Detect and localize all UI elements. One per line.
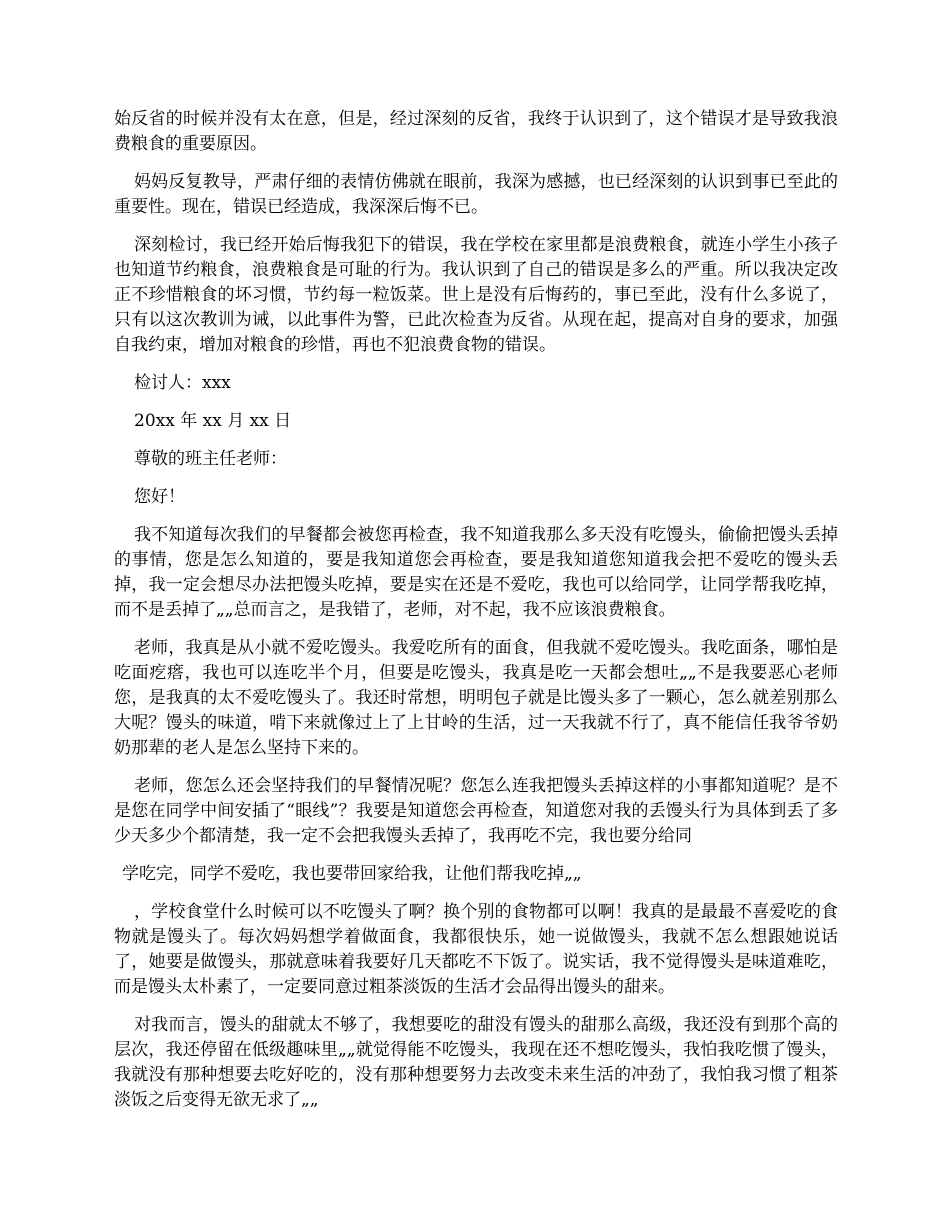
paragraph-12: ，学校食堂什么时候可以不吃馒头了啊？换个别的食物都可以啊！我真的是最最不喜爱吃的食物就是馒头了。每次妈妈想学着做面食，我都很快乐，她一说做馒头，我就不怎么想跟她说话了，她要是做馒头，那就意味着我要好几天都吃不下饭了。说实话，我不觉得馒头是味道难吃，而是馒头太朴素了，一定要同意过粗茶淡饭的生活才会品得出馒头的甜来。 <box>114 902 838 997</box>
signature-line: 检讨人：xxx <box>134 373 231 393</box>
greeting: 您好！ <box>134 487 185 507</box>
paragraph-9: 老师，我真是从小就不爱吃馒头。我爱吃所有的面食，但我就不爱吃馒头。我吃面条，哪怕是吃面疙瘩，我也可以连吃半个月，但要是吃馒头，我真是吃一天都会想吐„„不是我要恶心老师您，是我真的太不爱吃馒头了。我还时常想，明明包子就是比馒头多了一颗心，怎么就差别那么大呢？馒头的味道，啃下来就像过上了上甘岭的生活，过一天我就不行了，真不能信任我爷爷奶奶那辈的老人是怎么坚持下来的。 <box>114 638 838 758</box>
document-body <box>114 107 838 1126</box>
paragraph-1: 始反省的时候并没有太在意，但是，经过深刻的反省，我终于认识到了，这个错误才是导致我浪费粮食的重要原因。 <box>114 109 838 154</box>
paragraph-8: 我不知道每次我们的早餐都会被您再检查，我不知道我那么多天没有吃馒头，偷偷把馒头丢掉的事情，您是怎么知道的，要是我知道您会再检查，要是我知道您知道我会把不爱吃的馒头丢掉，我一定会想尽办法把馒头吃掉，要是实在还是不爱吃，我也可以给同学，让同学帮我吃掉，而不是丢掉了„„总而言之，是我错了，老师，对不起，我不应该浪费粮食。 <box>114 525 838 620</box>
paragraph-11: 学吃完，同学不爱吃，我也要带回家给我，让他们帮我吃掉„„ <box>122 864 582 884</box>
paragraph-3: 深刻检讨，我已经开始后悔我犯下的错误，我在学校在家里都是浪费粮食，就连小学生小孩子也知道节约粮食，浪费粮食是可耻的行为。我认识到了自己的错误是多么的严重。所以我决定改正不珍惜粮食的坏习惯，节约每一粒饭菜。世上是没有后悔药的，事已至此，没有什么多说了，只有以这次教训为诫，以此事件为警，已此次检查为反省。从现在起，提高对自身的要求，加强自我约束，增加对粮食的珍惜，再也不犯浪费食物的错误。 <box>114 235 838 355</box>
paragraph-13: 对我而言，馒头的甜就太不够了，我想要吃的甜没有馒头的甜那么高级，我还没有到那个高的层次，我还停留在低级趣味里„„就觉得能不吃馒头，我现在还不想吃馒头，我怕我吃惯了馒头，我就没有那种想要去吃好吃的，没有那种想要努力去改变未来生活的冲劲了，我怕我习惯了粗茶淡饭之后变得无欲无求了„„ <box>114 1015 838 1110</box>
paragraph-2: 妈妈反复教导，严肃仔细的表情仿佛就在眼前，我深为感撼，也已经深刻的认识到事已至此的重要性。现在，错误已经造成，我深深后悔不已。 <box>114 172 838 217</box>
paragraph-10: 老师，您怎么还会坚持我们的早餐情况呢？您怎么连我把馒头丢掉这样的小事都知道呢？是不是您在同学中间安插了“眼线”？我要是知道您会再检查，知道您对我的丢馒头行为具体到丢了多少天多少个都清楚，我一定不会把我馒头丢掉了，我再吃不完，我也要分给同 <box>114 776 838 846</box>
salutation: 尊敬的班主任老师： <box>134 449 287 469</box>
date-line: 20xx 年 xx 月 xx 日 <box>134 411 292 431</box>
